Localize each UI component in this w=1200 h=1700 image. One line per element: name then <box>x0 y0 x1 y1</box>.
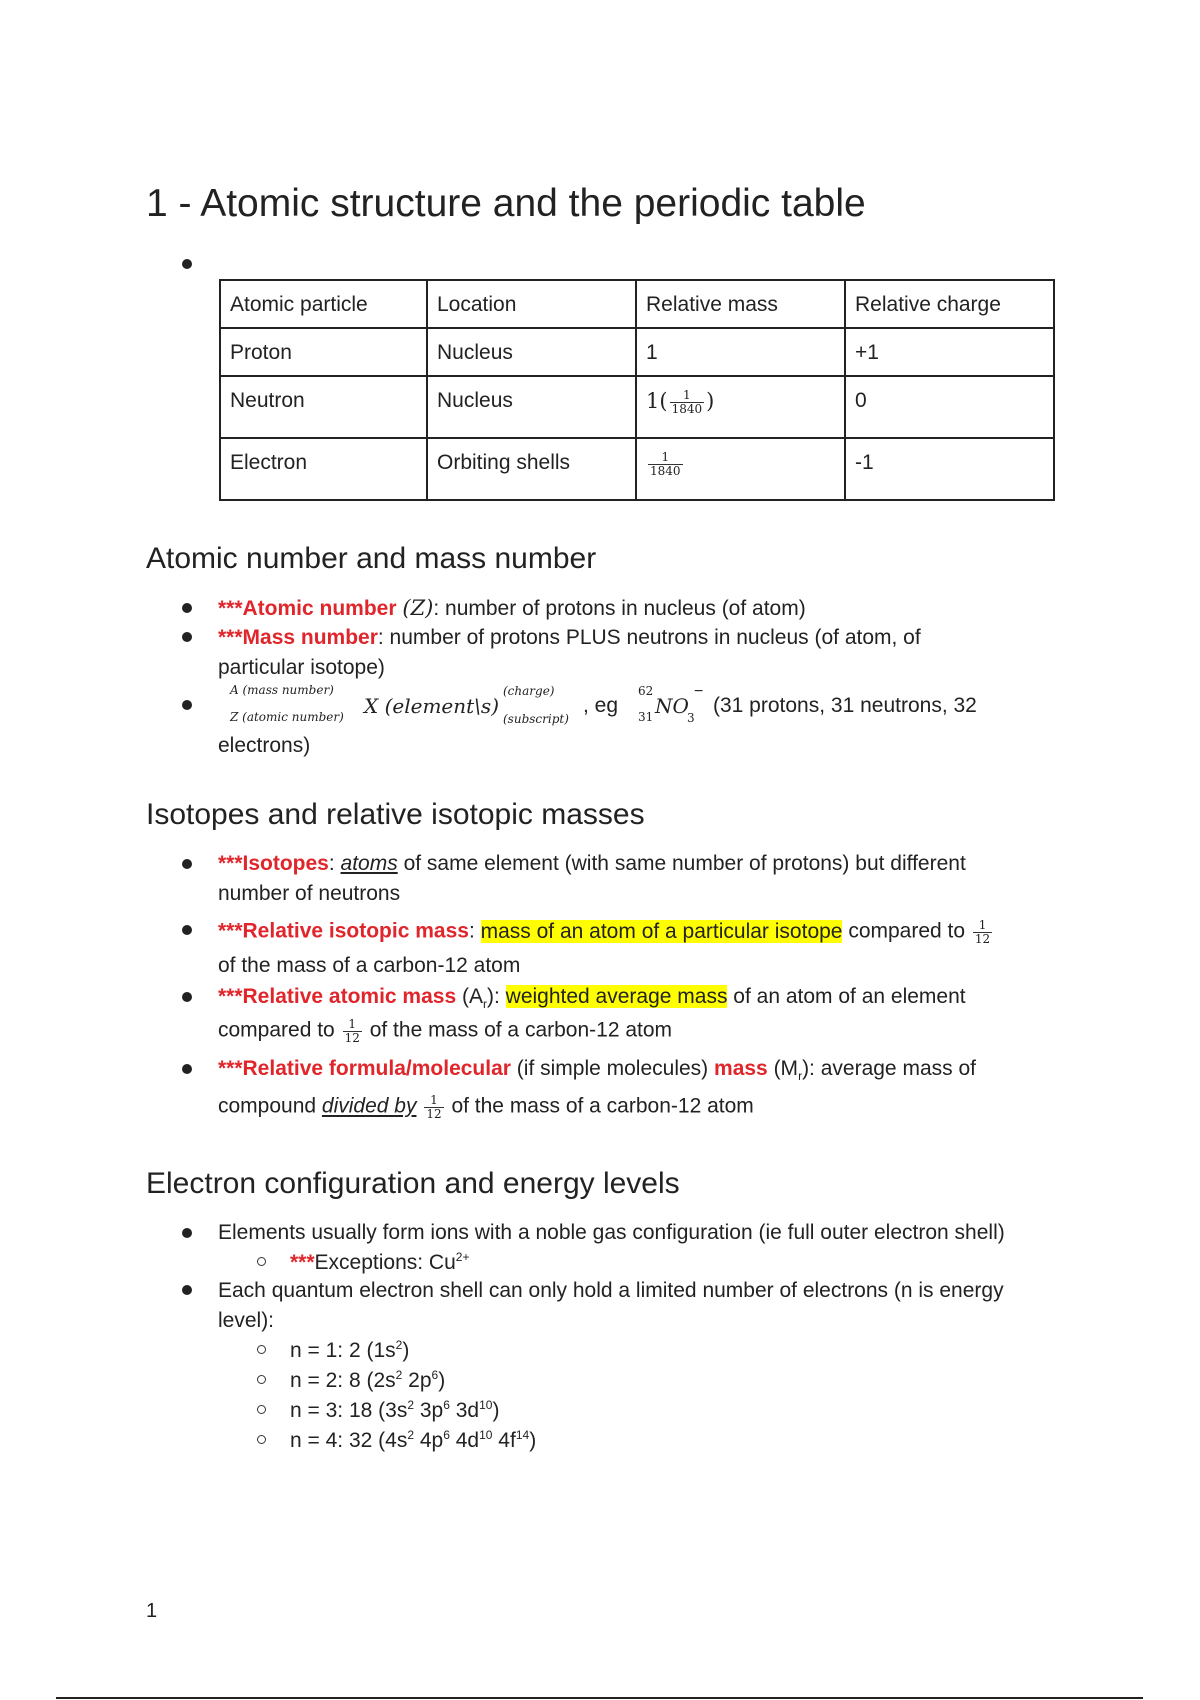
definition-continuation <box>218 1094 754 1120</box>
symbol-mr: (M <box>767 1057 799 1080</box>
bullet <box>182 259 192 269</box>
sub-bullet <box>257 1435 266 1444</box>
page-number: 1 <box>146 1600 158 1622</box>
shell-text: n = 3: 18 (3s <box>290 1399 408 1422</box>
shell-text: 3d <box>449 1399 480 1422</box>
shell-text: n = 4: 32 (4s <box>290 1429 408 1452</box>
atomic-number-definition <box>218 598 806 619</box>
isotopes-definition <box>218 853 966 874</box>
table-cell: +1 <box>845 328 1054 376</box>
table-row <box>220 438 1054 500</box>
mass-number-definition <box>218 627 921 648</box>
shell-superscript: 10 <box>479 1398 493 1412</box>
definition-text: (if simple molecules) <box>510 1057 715 1080</box>
term-relative-atomic-mass: ***Relative atomic mass <box>218 985 457 1008</box>
example-formula-subscript: 3 <box>687 711 695 725</box>
section-heading-electron: Electron configuration and energy levels <box>146 1167 680 1200</box>
table-cell: 1 <box>636 328 845 376</box>
table-row <box>220 328 1054 376</box>
table-header-row <box>220 280 1054 328</box>
definition-text: : number of protons PLUS neutrons in nucleus (of atom, of <box>377 626 921 649</box>
definition-text: of the mass of a carbon-12 atom <box>451 1094 754 1118</box>
definition-text: compared to <box>842 919 966 943</box>
shell-superscript: 2 <box>395 1338 403 1352</box>
atomic-number-label: Z (atomic number) <box>230 710 344 724</box>
shell-text: ) <box>492 1399 500 1422</box>
fraction-denominator: 1840 <box>671 401 703 416</box>
fraction-denominator: 12 <box>974 931 991 946</box>
shell-n4 <box>290 1429 536 1451</box>
fraction <box>973 919 992 945</box>
term-relative-formula-molecular: ***Relative formula/molecular <box>218 1057 511 1080</box>
fraction <box>424 1094 443 1120</box>
shell-superscript: 6 <box>431 1368 439 1382</box>
colon: : <box>328 852 341 875</box>
bullet <box>182 1228 192 1238</box>
shell-superscript: 2 <box>407 1398 415 1412</box>
exception-charge: 2+ <box>455 1250 470 1264</box>
shell-text: ) <box>438 1369 446 1392</box>
definition-text: : number of protons in nucleus (of atom) <box>433 597 806 620</box>
shell-superscript: 10 <box>479 1428 493 1442</box>
definition-text: of the mass of a carbon-12 atom <box>369 1018 673 1042</box>
definition-text: compound <box>218 1094 322 1118</box>
fraction <box>670 389 705 415</box>
colon: : <box>468 919 481 943</box>
phrase-divided-by: divided by <box>321 1094 417 1118</box>
definition-text: of an atom of an element <box>727 985 966 1008</box>
shell-superscript: 2 <box>407 1428 415 1442</box>
example-mass-number: 62 <box>638 684 654 698</box>
table-cell: Nucleus <box>427 328 636 376</box>
definition-continuation: level): <box>218 1309 275 1332</box>
table-header-cell: Location <box>427 280 636 328</box>
page-title: 1 - Atomic structure and the periodic table <box>146 182 866 225</box>
shell-text: ) <box>402 1339 410 1362</box>
fraction-numerator: 1 <box>424 1094 443 1108</box>
mass-suffix: ) <box>706 389 715 413</box>
table-cell: Nucleus <box>427 376 636 438</box>
shell-n2 <box>290 1369 445 1391</box>
shell-n1 <box>290 1339 409 1361</box>
term-mass-number: ***Mass number <box>218 626 378 649</box>
fraction-denominator: 1840 <box>650 463 681 478</box>
term-atomic-number: ***Atomic number <box>218 597 397 620</box>
shell-text: n = 2: 8 (2s <box>290 1369 396 1392</box>
definition-continuation: of the mass of a carbon-12 atom <box>218 954 521 977</box>
term-relative-isotopic-mass: ***Relative isotopic mass <box>218 919 469 943</box>
bullet <box>182 1064 192 1074</box>
example-atomic-number: 31 <box>638 710 654 724</box>
fraction-numerator: 1 <box>343 1018 362 1032</box>
bullet <box>182 992 192 1002</box>
definition-continuation: particular isotope) <box>218 656 385 679</box>
bullet <box>182 700 192 710</box>
shell-text: 3p <box>414 1399 444 1422</box>
highlighted-text: weighted average mass <box>505 985 728 1008</box>
table-header-cell: Atomic particle <box>220 280 427 328</box>
shell-text: n = 1: 2 (1s <box>290 1339 396 1362</box>
table-cell-electron-mass <box>636 438 845 500</box>
mass-prefix: 1( <box>646 389 668 413</box>
bullet <box>182 925 192 935</box>
fraction-denominator: 12 <box>426 1106 442 1121</box>
relative-isotopic-mass-definition <box>218 919 994 945</box>
section-heading-isotopes: Isotopes and relative isotopic masses <box>146 798 645 831</box>
fraction <box>343 1018 362 1044</box>
table-header-cell: Relative mass <box>636 280 845 328</box>
example-label: , eg <box>583 694 619 717</box>
shell-text: 4f <box>492 1429 516 1452</box>
shell-superscript: 6 <box>443 1398 450 1412</box>
definition-text: ): average mass of <box>802 1057 976 1080</box>
fraction-denominator: 12 <box>344 1030 360 1045</box>
exception-marker: *** <box>290 1251 315 1274</box>
table-cell-neutron-mass <box>636 376 845 438</box>
noble-gas-statement: Elements usually form ions with a noble gas configuration (ie full outer electron shell) <box>218 1221 1005 1244</box>
fraction-numerator: 1 <box>648 451 683 465</box>
sub-bullet <box>257 1345 266 1354</box>
relative-atomic-mass-definition <box>218 986 966 1010</box>
symbol-z: (Z) <box>402 596 434 620</box>
table-cell: Electron <box>220 438 427 500</box>
definition-continuation: electrons) <box>218 734 311 757</box>
symbol-ar: (A <box>456 985 483 1008</box>
symbol-mr-subscript: r <box>798 1069 803 1084</box>
definition-text: of same element (with same number of protons) but different <box>397 852 966 875</box>
table-cell: Proton <box>220 328 427 376</box>
relative-formula-mass-definition <box>218 1058 976 1082</box>
fraction-numerator: 1 <box>670 389 705 403</box>
table-cell: 0 <box>845 376 1054 438</box>
definition-text: compared to <box>218 1018 335 1042</box>
table-row <box>220 376 1054 438</box>
page-divider <box>56 1697 1143 1699</box>
shell-text: 4d <box>449 1429 480 1452</box>
example-formula-charge: − <box>694 683 704 700</box>
term-mass: mass <box>714 1057 768 1080</box>
term-isotopes: ***Isotopes <box>218 852 329 875</box>
symbol-ar-subscript: r <box>482 997 487 1012</box>
example-explanation: (31 protons, 31 neutrons, 32 <box>713 694 977 717</box>
table-header-cell: Relative charge <box>845 280 1054 328</box>
fraction <box>648 451 683 477</box>
shell-n3 <box>290 1399 499 1421</box>
sub-bullet <box>257 1405 266 1414</box>
definition-continuation <box>218 1018 672 1044</box>
element-symbol: X (element\s) <box>364 694 499 718</box>
bullet <box>182 1285 192 1295</box>
table-cell: Neutron <box>220 376 427 438</box>
definition-continuation: number of neutrons <box>218 882 401 905</box>
sub-bullet <box>257 1257 266 1266</box>
subscript-label: (subscript) <box>503 712 569 726</box>
shell-text: 4p <box>414 1429 444 1452</box>
bullet <box>182 603 192 613</box>
bullet <box>182 632 192 642</box>
table-cell: Orbiting shells <box>427 438 636 500</box>
highlighted-text: mass of an atom of a particular isotope <box>480 919 843 943</box>
sub-bullet <box>257 1375 266 1384</box>
bullet <box>182 859 192 869</box>
word-atoms: atoms <box>340 852 398 875</box>
exception-text: Exceptions: Cu <box>314 1251 456 1274</box>
shell-text: 2p <box>402 1369 432 1392</box>
symbol-ar-end: ): <box>486 985 506 1008</box>
charge-label: (charge) <box>503 684 555 698</box>
fraction-numerator: 1 <box>973 919 992 933</box>
particle-table <box>219 279 1055 501</box>
example-formula: NO <box>655 694 689 718</box>
exceptions-item <box>290 1251 469 1273</box>
shell-text: ) <box>529 1429 537 1452</box>
shell-superscript: 14 <box>515 1428 530 1442</box>
table-cell: -1 <box>845 438 1054 500</box>
shell-superscript: 2 <box>395 1368 403 1382</box>
shell-capacity-statement: Each quantum electron shell can only hold a limited number of electrons (n is energy <box>218 1279 1004 1302</box>
shell-superscript: 6 <box>443 1428 450 1442</box>
section-heading-atomic: Atomic number and mass number <box>146 542 597 575</box>
mass-number-label: A (mass number) <box>230 683 334 697</box>
